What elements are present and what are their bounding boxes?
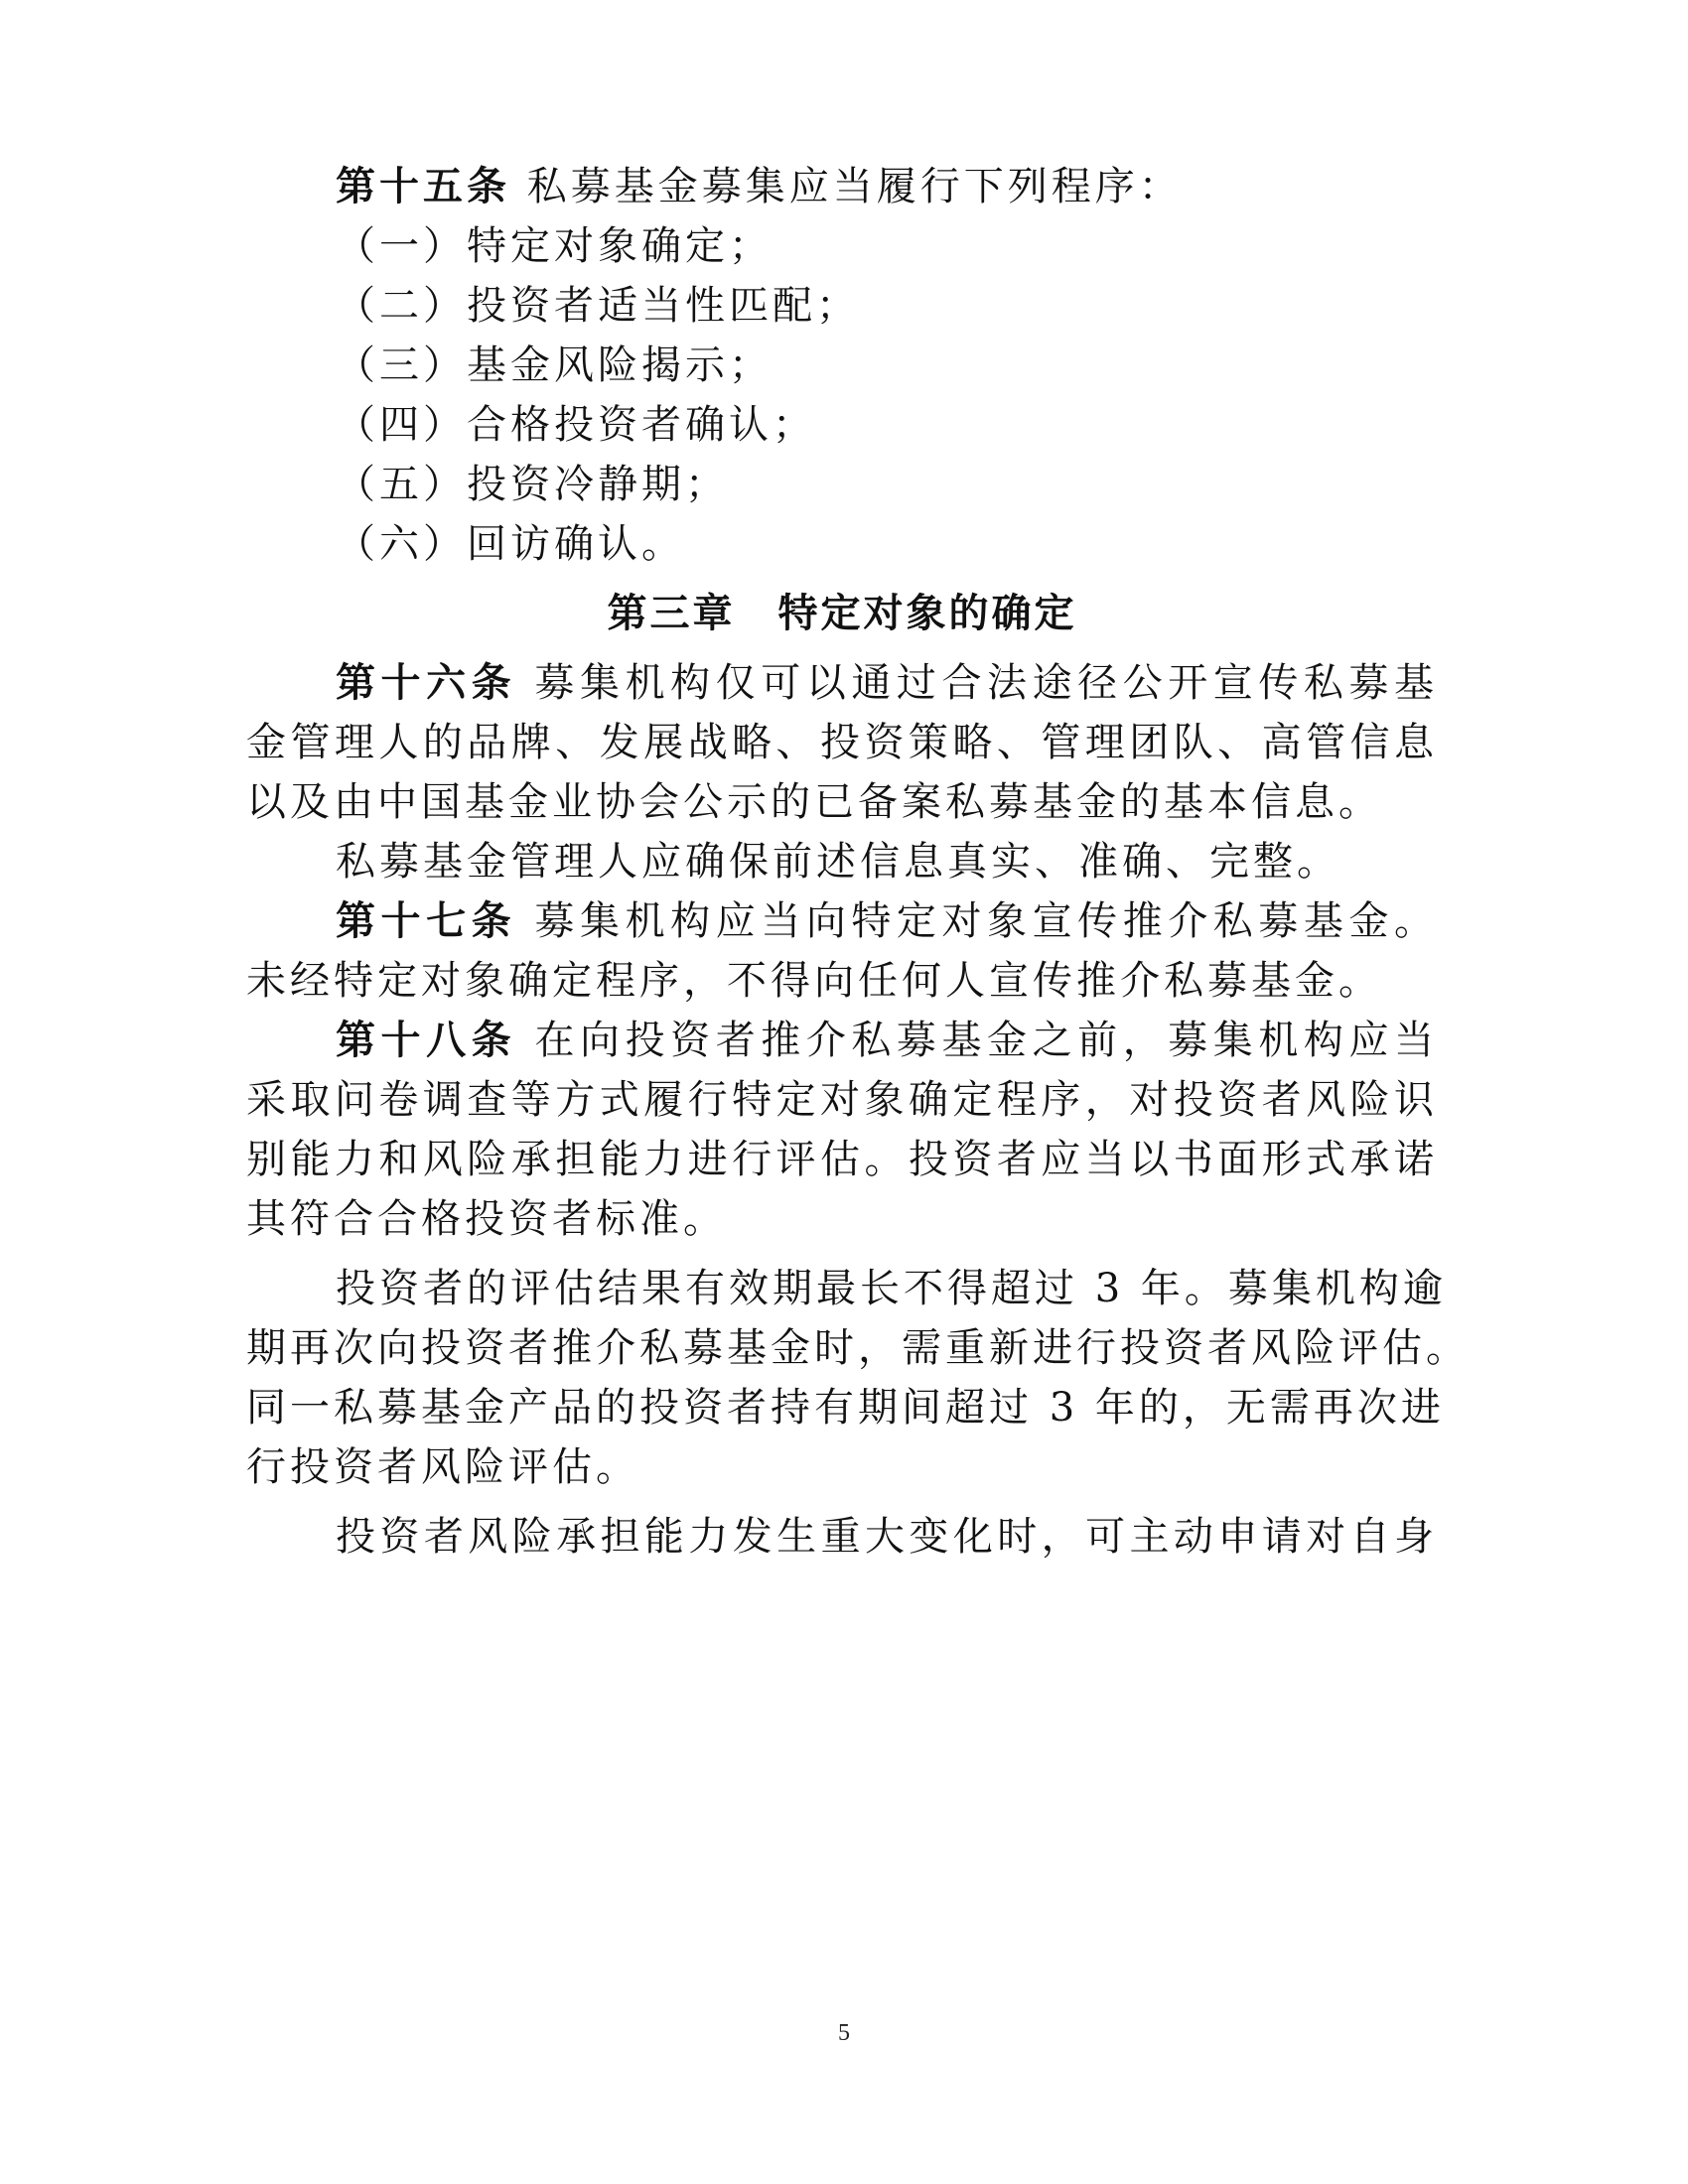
article-15-heading-line <box>336 159 1438 214</box>
article-16-line: 金管理人的品牌、发展战略、投资策略、管理团队、高管信息 <box>246 720 1438 765</box>
article-16-paragraph-2: 私募基金管理人应确保前述信息真实、准确、完整。 <box>336 839 1340 885</box>
article-18-line: 在向投资者推介私募基金之前，募集机构应当 <box>534 1018 1439 1063</box>
article-18-first-line <box>336 1013 1438 1068</box>
article-17-label: 第十七条 <box>336 898 517 944</box>
article-15-item: （三）基金风险揭示； <box>336 342 773 388</box>
article-15-item: （五）投资冷静期； <box>336 462 729 507</box>
article-16-label: 第十六条 <box>336 660 517 706</box>
article-15-text: 私募基金募集应当履行下列程序： <box>526 164 1183 209</box>
article-17-first-line <box>336 893 1438 949</box>
article-18-para2-line: 期再次向投资者推介私募基金时，需重新进行投资者风险评估。 <box>246 1325 1470 1371</box>
article-18-para3-line: 投资者风险承担能力发生重大变化时，可主动申请对自身 <box>336 1514 1438 1560</box>
article-15-item: （六）回访确认。 <box>336 521 685 567</box>
article-17-line: 未经特定对象确定程序，不得向任何人宣传推介私募基金。 <box>246 958 1382 1004</box>
article-17-line: 募集机构应当向特定对象宣传推介私募基金。 <box>534 898 1439 944</box>
article-16-first-line <box>336 655 1438 711</box>
article-16-line: 募集机构仅可以通过合法途径公开宣传私募基 <box>534 660 1439 706</box>
article-15-item: （二）投资者适当性匹配； <box>336 283 860 329</box>
article-15-label: 第十五条 <box>336 164 510 209</box>
page-number: 5 <box>838 2020 850 2046</box>
article-16-line: 以及由中国基金业协会公示的已备案私募基金的基本信息。 <box>246 779 1382 825</box>
article-18-para2-line: 同一私募基金产品的投资者持有期间超过 3 年的，无需再次进 <box>246 1385 1445 1431</box>
article-18-para2-line: 行投资者风险评估。 <box>246 1444 639 1490</box>
article-15-item: （一）特定对象确定； <box>336 223 773 269</box>
article-15-item: （四）合格投资者确认； <box>336 402 816 448</box>
article-18-line: 采取问卷调查等方式履行特定对象确定程序，对投资者风险识 <box>246 1077 1438 1123</box>
chapter-title: 第三章 特定对象的确定 <box>607 591 1077 636</box>
article-18-label: 第十八条 <box>336 1018 517 1063</box>
article-18-para2-line: 投资者的评估结果有效期最长不得超过 3 年。募集机构逾 <box>336 1266 1447 1311</box>
article-18-line: 别能力和风险承担能力进行评估。投资者应当以书面形式承诺 <box>246 1137 1438 1182</box>
article-18-line: 其符合合格投资者标准。 <box>246 1196 727 1242</box>
